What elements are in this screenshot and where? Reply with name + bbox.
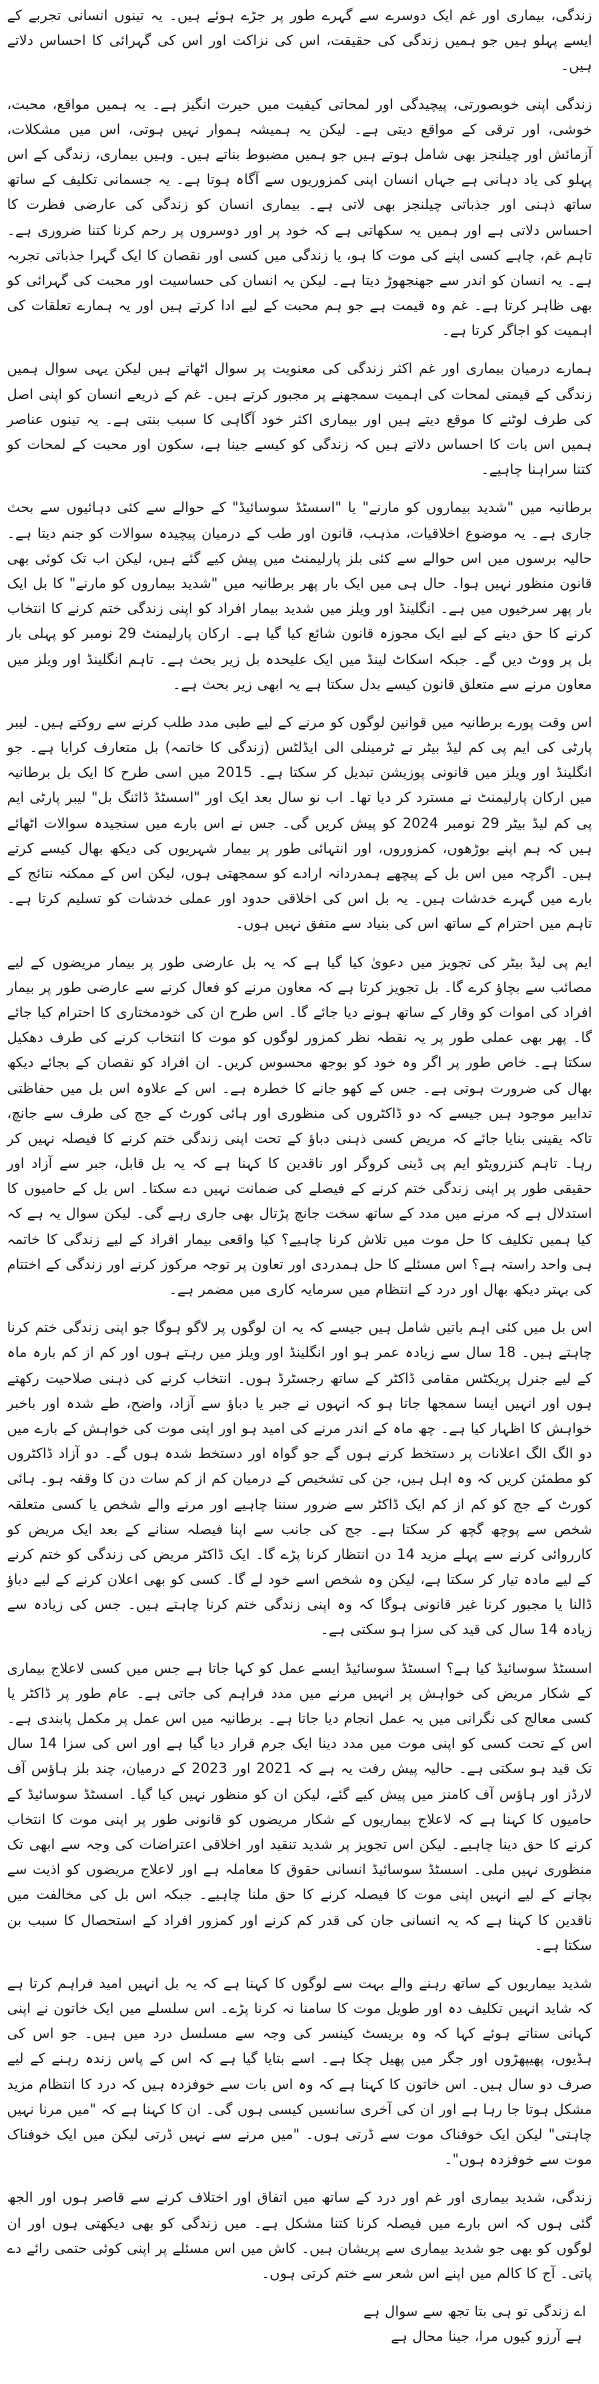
couplet-line: اے زندگی تو ہی بتا تجھ سے سوال ہے: [363, 2304, 586, 2321]
paragraph: زندگی، شدید بیماری اور غم اور درد کے ساتھ میں اتفاق اور اختلاف کرنے سے قاصر ہوں اور الجھ گئی ہوں کہ اس بارے میں فیصلہ کرنا کتنا مشکل ہے۔ میں زندگی کو بھی دیکھتی ہوں اور ان لوگوں کو بھی جو شدید بیماری سے پریشان ہیں۔ کاش میں اس مسئلے پر اپنی کوئی حتمی رائے دے پاتی۔ آج کا کالم میں اپنے اس شعر سے ختم کرتی ہوں۔: [7, 2190, 592, 2282]
paragraph: زندگی اپنی خوبصورتی، پیچیدگی اور لمحاتی کیفیت میں حیرت انگیز ہے۔ یہ ہمیں مواقع، محبت، خوشی، اور ترقی کے مواقع دیتی ہے۔ لیکن یہ ہمیشہ ہموار نہیں ہوتی، اس میں مشکلات، آزمائش اور چیلنجز بھی شامل ہوتے ہیں جو ہمیں مضبوط بناتے ہیں۔ وہیں بیماری، زندگی کے اس پہلو کی یاد دہانی ہے جہاں انسان اپنی کمزوریوں سے آگاہ ہوتا ہے۔ یہ جسمانی تکلیف کے ساتھ ساتھ ذہنی اور جذباتی چیلنجز بھی لاتی ہے۔ بیماری انسان کو زندگی کی عارضی فطرت کا احساس دلاتی ہے اور ہمیں یہ سکھاتی ہے کہ خود پر اور دوسروں پر رحم کرنا کتنا ضروری ہے۔ تاہم غم، چاہے کسی اپنے کی موت کا ہو، یا زندگی میں کسی اور نقصان کا ایک گہرا جذباتی تجربہ ہے۔ یہ انسان کو اندر سے جھنجھوڑ دیتا ہے۔ لیکن یہ انسان کی حساسیت اور محبت کی گہرائی کو بھی ظاہر کرتا ہے۔ غم وہ قیمت ہے جو ہم محبت کے لیے ادا کرتے ہیں اور یہ ہمارے تعلقات کی اہمیت کو اجاگر کرتا ہے۔: [7, 96, 592, 340]
paragraph: زندگی، بیماری اور غم ایک دوسرے سے گہرے طور پر جڑے ہوئے ہیں۔ یہ تینوں انسانی تجربے کے ایسے پہلو ہیں جو ہمیں زندگی کی حقیقت، اس کی نزاکت اور اس کی گہرائی کا احساس دلاتے ہیں۔: [7, 8, 592, 75]
closing-couplet: [7, 2300, 592, 2350]
couplet-line: ہے آرزو کیوں مرا، جینا محال ہے: [390, 2329, 582, 2346]
paragraph: شدید بیماریوں کے ساتھ رہنے والے بہت سے لوگوں کا کہنا ہے کہ یہ بل انہیں امید فراہم کرتا ہے کہ شاید انہیں تکلیف دہ اور طویل موت کا سامنا نہ کرنا پڑے۔ اس سلسلے میں ایک خاتون نے اپنی کہانی سناتے ہوئے کہا کہ وہ بریسٹ کینسر کی وجہ سے مسلسل درد میں ہیں۔ جو اس کی ہڈیوں، پھیپھڑوں اور جگر میں پھیل چکا ہے۔ اسے بتایا گیا ہے کہ اس کے پاس زندہ رہنے کے لیے صرف دو سال ہیں۔ اس خاتون کا کہنا ہے کہ وہ اس بات سے خوفزدہ ہیں کہ درد کا انتظام مزید مشکل ہوتا جا رہا ہے اور ان کی آخری سانسیں کیسی ہوں گی۔ ان کا کہنا ہے کہ "میں مرنا نہیں چاہتی" لیکن ایک خوفناک موت سے ڈرتی ہوں۔ "میں مرنے سے نہیں ڈرتی لیکن میں ایک خوفناک موت سے خوفزدہ ہوں"۔: [7, 1975, 592, 2169]
paragraph: اس وقت پورے برطانیہ میں قوانین لوگوں کو مرنے کے لیے طبی مدد طلب کرنے سے روکتے ہیں۔ لیبر پارٹی کی ایم پی کم لیڈ بیٹر نے ٹرمینلی الی ایڈلٹس (زندگی کا خاتمہ) بل متعارف کرایا ہے۔ جو انگلینڈ اور ویلز میں قانونی پوزیشن تبدیل کر سکتا ہے۔ 2015 میں اسی طرح کا ایک بل برطانیہ میں ارکان پارلیمنٹ نے مسترد کر دیا تھا۔ اب نو سال بعد ایک اور "اسسٹڈ ڈائنگ بل" لیبر پارٹی ایم پی کم لیڈ بیٹر 29 نومبر 2024 کو پیش کریں گی۔ جس نے اس بارے میں سنجیدہ سوالات اٹھائے ہیں کہ ہم اپنے بوڑھوں، کمزوروں، اور انتہائی طور پر بیمار شہریوں کی دیکھ بھال کیسے کرتے ہیں۔ اگرچہ میں اس بل کے پیچھے ہمدردانہ ارادے کو سمجھتی ہوں، لیکن اس کے ممکنہ نتائج کے بارے میں گہرے خدشات ہیں۔ یہ بل اس کی اخلاقی حدود اور عملی خدشات کو تسلیم کرتا ہے۔ تاہم میں احترام کے ساتھ اس کی بنیاد سے متفق نہیں ہوں۔: [7, 714, 592, 933]
paragraph: اس بل میں کئی اہم باتیں شامل ہیں جیسے کہ یہ ان لوگوں پر لاگو ہوگا جو اپنی زندگی ختم کرنا چاہتے ہیں۔ 18 سال سے زیادہ عمر ہو اور انگلینڈ اور ویلز میں رہتے ہوں اور کم از کم بارہ ماہ کے لیے جنرل پریکٹس مقامی ڈاکٹر کے ساتھ رجسٹرڈ ہوں۔ انتخاب کرنے کی ذہنی صلاحیت رکھتے ہوں اور انہیں ایسا سمجھا جاتا ہو کہ انہوں نے جبر یا دباؤ سے آزاد، واضح، طے شدہ اور باخبر خواہش کا اظہار کیا ہے۔ چھ ماہ کے اندر مرنے کی امید ہو اور اپنی موت کی خواہش کے بارے میں دو الگ الگ اعلانات پر دستخط کرنے ہوں گے جو گواہ اور دستخط شدہ ہوں گے۔ دو آزاد ڈاکٹروں کو مطمئن کریں کہ وہ اہل ہیں، جن کی تشخیص کے درمیان کم از کم سات دن کا وقفہ ہو۔ ہائی کورٹ کے جج کو کم از کم ایک ڈاکٹر سے ضرور سننا چاہیے اور مرنے والے شخص یا کسی متعلقہ شخص سے پوچھ گچھ کر سکتا ہے۔ جج کی جانب سے اپنا فیصلہ سنانے کے بعد ایک مریض کو کارروائی کرنے سے پہلے مزید 14 دن انتظار کرنا پڑے گا۔ ایک ڈاکٹر مریض کی زندگی کو ختم کرنے کے لیے مادہ تیار کر سکتا ہے، لیکن وہ شخص اسے خود لے گا۔ کسی کو بھی اعلان کرنے کے لیے دباؤ ڈالنا یا مجبور کرنا غیر قانونی ہوگا کہ وہ اپنی زندگی ختم کرنا چاہتے ہیں۔ جس کی زیادہ سے زیادہ 14 سال کی قید کی سزا ہو سکتی ہے۔: [7, 1320, 593, 1639]
paragraph: ایم پی لیڈ بیٹر کی تجویز میں دعویٰ کیا گیا ہے کہ یہ بل عارضی طور پر بیمار مریضوں کے لیے مصائب سے بچاؤ کرے گا۔ بل تجویز کرتا ہے کہ معاون مرنے کو فعال کرنے سے عارضی طور پر بیمار افراد کی اموات کو وقار کے ساتھ ہونے دیا جائے گا۔ اس طرح ان کی خودمختاری کا احترام کیا جائے گا۔ پھر بھی عملی طور پر یہ نقطہ نظر کمزور لوگوں کو موت کا انتخاب کرنے کی طرف دھکیل سکتا ہے۔ خاص طور پر اگر وہ خود کو بوجھ محسوس کریں۔ ان افراد کو نقصان کے بجائے دیکھ بھال کی ضرورت ہوتی ہے۔ جس کے کھو جانے کا خطرہ ہے۔ اس کے علاوہ اس بل میں حفاظتی تدابیر موجود ہیں جیسے کہ دو ڈاکٹروں کی منظوری اور ہائی کورٹ کے جج کی طرف سے جانچ، تاکہ یقینی بنایا جائے کہ مریض کسی ذہنی دباؤ کے تحت اپنی زندگی ختم کرنے کا فیصلہ نہیں کر رہا۔ تاہم کنزرویٹو ایم پی ڈینی کروگر اور ناقدین کا کہنا ہے کہ یہ بل قابل، جبر سے آزاد اور حقیقی طور پر اپنی زندگی ختم کرنے کے فیصلے کی ضمانت نہیں دے سکتا۔ اس بل کے حامیوں کا استدلال ہے کہ مرنے میں مدد کے ساتھ سخت جانچ پڑتال بھی جاری رہے گی۔ لیکن سوال یہ ہے کہ کیا ہمیں تکلیف کا حل موت میں تلاش کرنا چاہیے؟ کیا واقعی بیمار افراد کے لیے زندگی کا خاتمہ ہی واحد راستہ ہے؟ اس مسئلے کا حل ہمدردی اور تعاون پر توجہ مرکوز کرنے اور زندگی کے اختتام کی بہتر دیکھ بھال اور درد کے انتظام میں سرمایہ کاری میں مضمر ہے۔: [7, 954, 592, 1298]
paragraph: اسسٹڈ سوسائیڈ کیا ہے؟ اسسٹڈ سوسائیڈ ایسے عمل کو کہا جاتا ہے جس میں کسی لاعلاج بیماری کے شکار مریض کی خواہش پر انہیں مرنے میں مدد فراہم کی جاتی ہے۔ عام طور پر ڈاکٹر یا کسی معالج کی نگرانی میں یہ عمل انجام دیا جاتا ہے۔ برطانیہ میں اس عمل پر مکمل پابندی ہے۔ اس کے تحت کسی کو اپنی موت میں مدد دینا ایک جرم قرار دیا گیا ہے اور اس کی سزا 14 سال تک قید ہو سکتی ہے۔ حالیہ پیش رفت یہ ہے کہ 2021 اور 2023 کے درمیان، چند بلز ہاؤس آف لارڈز اور ہاؤس آف کامنز میں پیش کیے گئے، لیکن ان کو منظور نہیں کیا گیا۔ اسسٹڈ سوسائیڈ کے حامیوں کا کہنا ہے کہ لاعلاج بیماریوں کے شکار مریضوں کو قانونی طور پر اپنی موت کا انتخاب کرنے کا حق دینا چاہیے۔ لیکن اس تجویز پر شدید تنقید اور اخلاقی اعتراضات کی وجہ سے ابھی تک منظوری نہیں ملی۔ اسسٹڈ سوسائیڈ انسانی حقوق کا معاملہ ہے اور لاعلاج مریضوں کو اذیت سے بچانے کے لیے انہیں اپنی موت کا فیصلہ کرنے کا حق ملنا چاہیے۔ جبکہ اس بل کی مخالفت میں ناقدین کا کہنا ہے کہ یہ انسانی جان کی قدر کم کرنے اور کمزور افراد کے استحصال کا سبب بن سکتا ہے۔: [7, 1660, 592, 1954]
paragraph: ہمارے درمیان بیماری اور غم اکثر زندگی کی معنویت پر سوال اٹھاتے ہیں لیکن یہی سوال ہمیں زندگی کے قیمتی لمحات کی اہمیت سمجھنے پر مجبور کرتے ہیں۔ غم کے ذریعے انسان کو اپنی اصل کی طرف لوٹنے کا موقع دیتے ہیں اور بیماری اکثر خود آگاہی کا سبب بنتی ہے۔ یہ تینوں عناصر ہمیں اس بات کا احساس دلاتے ہیں کہ زندگی کو کیسے جینا ہے، سکون اور محبت کے لمحات کو کتنا سراہنا چاہیے۔: [7, 361, 592, 479]
paragraph: برطانیہ میں "شدید بیماروں کو مارنے" یا "اسسٹڈ سوسائیڈ" کے حوالے سے کئی دہائیوں سے بحث جاری ہے۔ یہ موضوع اخلاقیات، مذہب، قانون اور طب کے درمیان پیچیدہ سوالات کو جنم دیتا ہے۔ حالیہ برسوں میں اس حوالے سے کئی بلز پارلیمنٹ میں پیش کیے گئے ہیں، لیکن اب تک کوئی بھی قانون منظور نہیں ہوا۔ حال ہی میں ایک بار پھر برطانیہ میں "شدید بیماروں کو مارنے" کا بل ایک بار پھر سرخیوں میں ہے۔ انگلینڈ اور ویلز میں شدید بیمار افراد کو اپنی زندگی ختم کرنے کا انتخاب کرنے کا حق دینے کے لیے ایک مجوزہ قانون شائع کیا گیا ہے۔ ارکان پارلیمنٹ 29 نومبر کو پہلی بار بل پر ووٹ دیں گے۔ جبکہ اسکاٹ لینڈ میں ایک علیحدہ بل زیر بحث ہے۔ تاہم انگلینڈ اور ویلز میں معاون مرنے سے متعلق قانون کیسے بدل سکتا ہے یہ ابھی زیر بحث ہے۔: [7, 500, 592, 693]
